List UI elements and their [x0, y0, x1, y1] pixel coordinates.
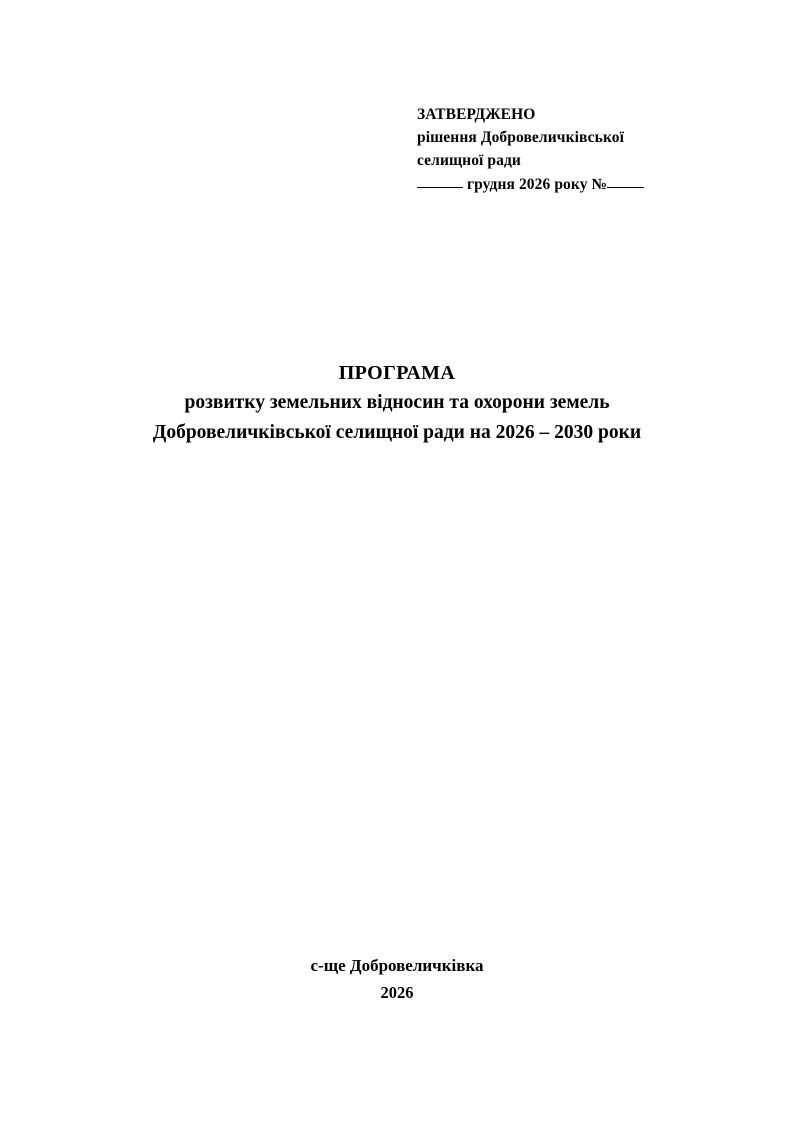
- date-number-blank: [607, 187, 644, 188]
- title-subtitle-line-2: Добровеличківської селищної ради на 2026 – 2030 роки: [152, 422, 642, 443]
- approval-heading: ЗАТВЕРДЖЕНО: [417, 106, 536, 123]
- approval-council-line: селищної ради: [417, 152, 521, 169]
- date-day-blank: [417, 187, 463, 188]
- approval-decision-line: рішення Добровеличківської: [417, 129, 625, 146]
- footer-year: 2026: [380, 983, 414, 1002]
- page-title: ПРОГРАМА: [338, 362, 456, 384]
- title-subtitle-line-1: розвитку земельних відносин та охорони земель: [184, 392, 610, 413]
- footer-place: с-ще Добровеличківка: [310, 956, 484, 975]
- document-title-block: [0, 360, 794, 448]
- document-footer-block: [0, 952, 794, 1006]
- approval-date-line: [417, 173, 747, 196]
- approval-date-text: грудня 2026 року №: [466, 176, 608, 193]
- approval-block: [417, 103, 747, 196]
